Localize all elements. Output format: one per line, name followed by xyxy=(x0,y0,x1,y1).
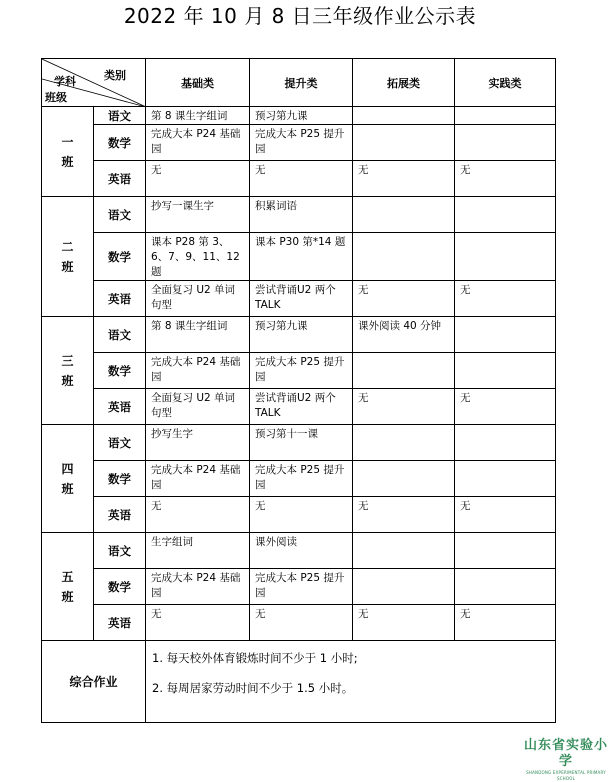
homework-cell xyxy=(250,425,353,461)
homework-text: 完成大本 P24 基础园 xyxy=(151,356,241,383)
homework-text xyxy=(455,461,555,463)
header-row xyxy=(42,59,556,107)
table-row xyxy=(42,497,556,533)
class-name-char: 三 xyxy=(61,353,74,368)
homework-text: 无 xyxy=(358,164,369,176)
homework-text: 完成大本 P24 基础园 xyxy=(151,464,241,491)
table-row xyxy=(42,569,556,605)
homework-text: 无 xyxy=(358,608,369,620)
homework-text xyxy=(353,353,454,355)
class-name-char: 二 xyxy=(61,239,74,254)
homework-cell xyxy=(146,353,250,389)
table-row xyxy=(42,533,556,569)
homework-text: 无 xyxy=(460,284,471,296)
homework-cell xyxy=(250,161,353,197)
homework-cell xyxy=(250,281,353,317)
homework-text: 课外阅读 40 分钟 xyxy=(358,320,442,332)
homework-text: 全面复习 U2 单词句型 xyxy=(151,392,236,419)
homework-cell xyxy=(250,233,353,281)
homework-text xyxy=(353,233,454,235)
homework-text: 积累词语 xyxy=(255,200,297,212)
homework-cell xyxy=(353,281,455,317)
homework-text: 尝试背诵U2 两个 TALK xyxy=(255,392,336,419)
homework-text: 完成大本 P25 提升园 xyxy=(255,356,345,383)
comprehensive-content xyxy=(146,641,556,723)
header-extension: 拓展类 xyxy=(353,59,455,107)
homework-text: 课本 P28 第 3、6、7、9、11、12 题 xyxy=(151,236,240,278)
homework-text: 完成大本 P24 基础园 xyxy=(151,128,241,155)
homework-cell xyxy=(455,125,556,161)
homework-cell xyxy=(353,569,455,605)
homework-text: 抄写一课生字 xyxy=(151,200,214,212)
homework-text: 尝试背诵U2 两个 TALK xyxy=(255,284,336,311)
class-name-char: 班 xyxy=(61,154,74,169)
homework-cell xyxy=(353,605,455,641)
subject-cell: 语文 xyxy=(94,107,146,125)
homework-cell xyxy=(455,281,556,317)
homework-text xyxy=(353,461,454,463)
comprehensive-label: 综合作业 xyxy=(42,641,146,723)
homework-text: 无 xyxy=(151,500,162,512)
header-basic: 基础类 xyxy=(146,59,250,107)
homework-cell xyxy=(455,569,556,605)
corner-category-label: 类别 xyxy=(104,69,126,82)
homework-text: 无 xyxy=(358,500,369,512)
table-row xyxy=(42,125,556,161)
subject-cell: 语文 xyxy=(94,425,146,461)
class-name-char: 四 xyxy=(61,461,74,476)
homework-text: 无 xyxy=(460,392,471,404)
homework-cell xyxy=(250,497,353,533)
homework-text: 无 xyxy=(255,500,266,512)
homework-text xyxy=(455,533,555,535)
table-row xyxy=(42,281,556,317)
homework-cell xyxy=(250,461,353,497)
homework-cell xyxy=(146,389,250,425)
header-advanced: 提升类 xyxy=(250,59,353,107)
homework-cell xyxy=(455,161,556,197)
homework-table xyxy=(41,58,556,723)
homework-text xyxy=(455,233,555,235)
school-logo-name: 山东省实验小学 xyxy=(523,738,608,769)
homework-text: 无 xyxy=(460,500,471,512)
class-name-cell xyxy=(42,197,94,317)
homework-text: 完成大本 P24 基础园 xyxy=(151,572,241,599)
corner-subject-label: 学科 xyxy=(54,75,76,88)
table-row xyxy=(42,425,556,461)
subject-cell: 数学 xyxy=(94,125,146,161)
homework-text xyxy=(353,107,454,109)
homework-text: 第 8 课生字组词 xyxy=(151,320,228,332)
homework-cell xyxy=(146,569,250,605)
homework-text: 无 xyxy=(460,164,471,176)
subject-cell: 数学 xyxy=(94,461,146,497)
subject-cell: 数学 xyxy=(94,353,146,389)
class-name-cell xyxy=(42,533,94,641)
homework-cell xyxy=(146,533,250,569)
homework-cell xyxy=(455,389,556,425)
class-name-cell xyxy=(42,317,94,425)
homework-cell xyxy=(146,425,250,461)
class-name-cell xyxy=(42,107,94,197)
homework-cell xyxy=(146,161,250,197)
table-row xyxy=(42,161,556,197)
table-row xyxy=(42,233,556,281)
homework-cell xyxy=(353,107,455,125)
table-row xyxy=(42,389,556,425)
homework-cell xyxy=(250,605,353,641)
homework-text: 无 xyxy=(255,608,266,620)
subject-cell: 语文 xyxy=(94,197,146,233)
comprehensive-item: 1. 每天校外体育锻炼时间不少于 1 小时; xyxy=(152,651,358,665)
homework-text xyxy=(353,125,454,127)
homework-cell xyxy=(250,533,353,569)
homework-text: 无 xyxy=(460,608,471,620)
table-row xyxy=(42,107,556,125)
homework-cell xyxy=(146,461,250,497)
homework-cell xyxy=(250,125,353,161)
homework-cell xyxy=(455,353,556,389)
class-name-char: 一 xyxy=(61,134,74,149)
comprehensive-item: 2. 每周居家劳动时间不少于 1.5 小时。 xyxy=(152,681,354,695)
table-row xyxy=(42,605,556,641)
class-name-char: 班 xyxy=(61,373,74,388)
homework-text: 课本 P30 第*14 题 xyxy=(255,236,346,248)
homework-cell xyxy=(455,317,556,353)
homework-cell xyxy=(455,605,556,641)
homework-text xyxy=(455,353,555,355)
homework-text xyxy=(353,569,454,571)
homework-text: 无 xyxy=(358,392,369,404)
homework-text xyxy=(353,533,454,535)
table-row xyxy=(42,317,556,353)
homework-cell xyxy=(353,125,455,161)
homework-text xyxy=(455,569,555,571)
homework-cell xyxy=(455,497,556,533)
homework-cell xyxy=(146,125,250,161)
homework-cell xyxy=(455,233,556,281)
homework-text: 生字组词 xyxy=(151,536,193,548)
homework-cell xyxy=(353,425,455,461)
homework-text xyxy=(455,317,555,319)
subject-cell: 数学 xyxy=(94,569,146,605)
homework-cell xyxy=(146,197,250,233)
subject-cell: 语文 xyxy=(94,317,146,353)
class-name-char: 五 xyxy=(61,569,74,584)
homework-cell xyxy=(455,197,556,233)
homework-text: 无 xyxy=(151,164,162,176)
homework-cell xyxy=(455,461,556,497)
homework-text: 无 xyxy=(255,164,266,176)
homework-text: 第 8 课生字组词 xyxy=(151,110,228,122)
school-logo-english: SHANDONG EXPERIMENTAL PRIMARY SCHOOL xyxy=(526,770,606,781)
homework-text xyxy=(353,425,454,427)
class-name-char: 班 xyxy=(61,481,74,496)
homework-cell xyxy=(353,317,455,353)
homework-cell xyxy=(353,161,455,197)
school-logo xyxy=(520,738,612,782)
homework-cell xyxy=(250,317,353,353)
homework-cell xyxy=(353,497,455,533)
homework-cell xyxy=(250,569,353,605)
homework-text: 全面复习 U2 单词句型 xyxy=(151,284,236,311)
homework-cell xyxy=(146,281,250,317)
homework-cell xyxy=(146,317,250,353)
homework-text: 无 xyxy=(358,284,369,296)
header-corner-cell xyxy=(42,59,146,107)
homework-text xyxy=(455,107,555,109)
homework-cell xyxy=(455,533,556,569)
homework-cell xyxy=(146,107,250,125)
homework-text: 无 xyxy=(151,608,162,620)
homework-cell xyxy=(353,353,455,389)
homework-text: 预习第九课 xyxy=(255,320,308,332)
class-name-cell xyxy=(42,425,94,533)
homework-text xyxy=(455,197,555,199)
header-practice: 实践类 xyxy=(455,59,556,107)
homework-cell xyxy=(353,233,455,281)
subject-cell: 英语 xyxy=(94,389,146,425)
subject-cell: 英语 xyxy=(94,281,146,317)
subject-cell: 数学 xyxy=(94,233,146,281)
homework-cell xyxy=(353,533,455,569)
subject-cell: 英语 xyxy=(94,497,146,533)
corner-class-label: 班级 xyxy=(45,91,67,104)
page-title: 2022 年 10 月 8 日三年级作业公示表 xyxy=(123,4,477,28)
homework-text: 完成大本 P25 提升园 xyxy=(255,128,345,155)
homework-cell xyxy=(250,107,353,125)
homework-cell xyxy=(250,389,353,425)
homework-cell xyxy=(146,605,250,641)
homework-cell xyxy=(353,461,455,497)
homework-text xyxy=(455,425,555,427)
subject-cell: 英语 xyxy=(94,605,146,641)
homework-cell xyxy=(146,497,250,533)
table-row xyxy=(42,353,556,389)
homework-cell xyxy=(250,197,353,233)
homework-cell xyxy=(353,389,455,425)
comprehensive-row xyxy=(42,641,556,723)
table-row xyxy=(42,461,556,497)
homework-text: 抄写生字 xyxy=(151,428,193,440)
homework-cell xyxy=(146,233,250,281)
homework-cell xyxy=(353,197,455,233)
table-row xyxy=(42,197,556,233)
homework-text: 预习第十一课 xyxy=(255,428,318,440)
homework-text: 预习第九课 xyxy=(255,110,308,122)
subject-cell: 英语 xyxy=(94,161,146,197)
homework-text: 课外阅读 xyxy=(255,536,297,548)
homework-cell xyxy=(455,425,556,461)
homework-cell xyxy=(250,353,353,389)
homework-cell xyxy=(455,107,556,125)
homework-text xyxy=(455,125,555,127)
subject-cell: 语文 xyxy=(94,533,146,569)
homework-text: 完成大本 P25 提升园 xyxy=(255,464,345,491)
class-name-char: 班 xyxy=(61,589,74,604)
homework-text xyxy=(353,197,454,199)
class-name-char: 班 xyxy=(61,259,74,274)
homework-text: 完成大本 P25 提升园 xyxy=(255,572,345,599)
